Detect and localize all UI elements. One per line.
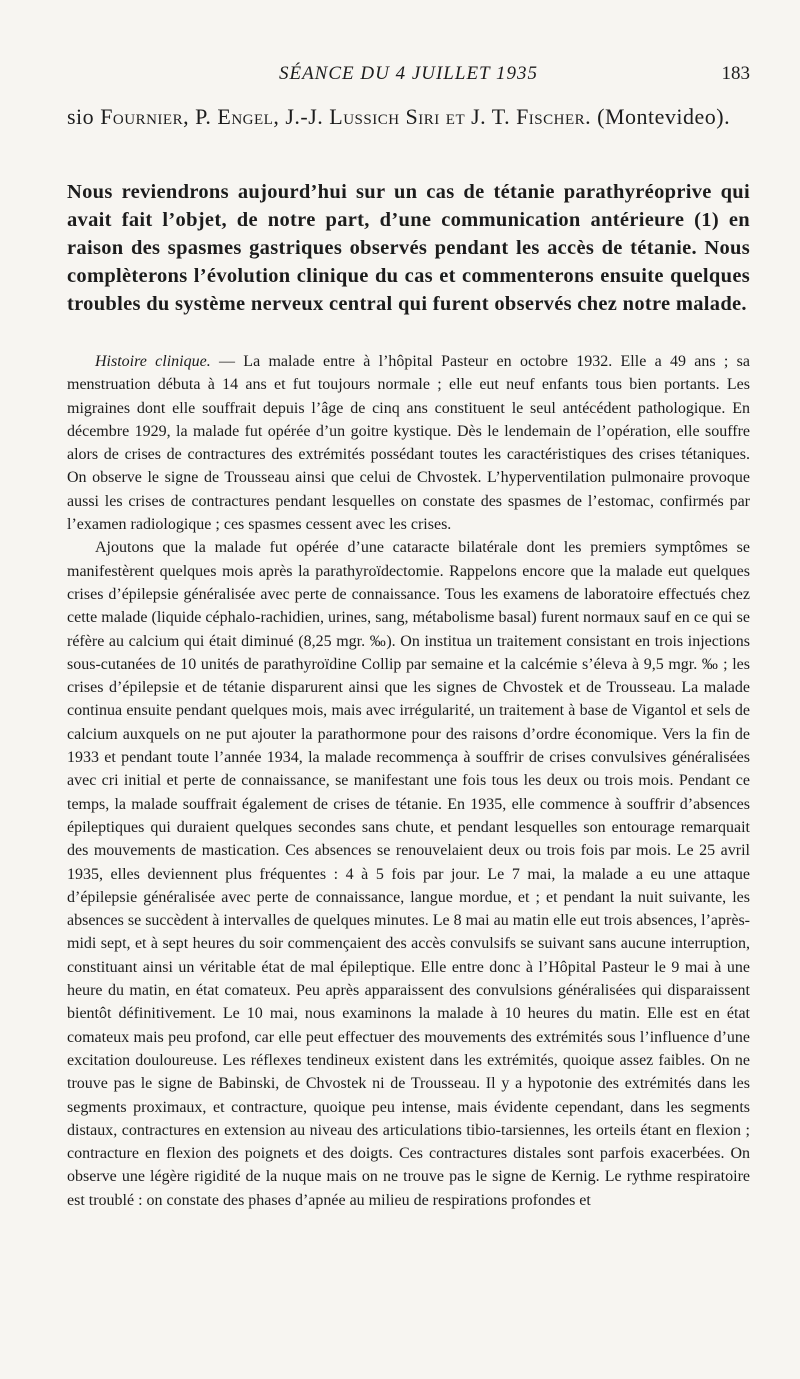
paragraph-text: — La malade entre à l’hôpital Pasteur en octobre 1932. Elle a 49 ans ; sa menstruation débuta à 14 ans et fut toujours normale ; elle eut neuf enfants tous bien portants. Les migraines dont elle souffrait depuis l’âge de cinq ans constituent le seul antécédent pathologique. En décembre 1929, la malade fut opérée d’un goitre kystique. Dès le lendemain de l’opération, elle souffre alors de crises de contractures des extrémités possédant toutes les caractéristiques des crises tétaniques. On observe le signe de Trousseau ainsi que celui de Chvostek. L’hyperventilation pulmonaire provoque aussi les crises de contractures pendant lesquelles on constate des spasmes de l’estomac, confirmés par l’examen radiologique ; ces spasmes cessent avec les crises. (67, 353, 751, 534)
intro-paragraph: Nous reviendrons aujourd’hui sur un cas de tétanie parathyréoprive qui avait fait l’objet, de notre part, d’une communication antérieure (1) en raison des spasmes gastriques observés pendant les accès de tétanie. Nous complèterons l’évolution clinique du cas et commenterons ensuite quelques troubles du système nerveux central qui furent observés chez notre malade. (67, 181, 750, 315)
paragraph-evolution: Ajoutons que la malade fut opérée d’une cataracte bilatérale dont les premiers symptômes se manifestèrent quelques mois après la parathyroïdectomie. Rappelons encore que la malade eut quelques crises d’épilepsie généralisée avec perte de connaissance. Tous les examens de laboratoire effectués chez cette malade (liquide céphalo-rachidien, urines, sang, métabolisme basal) furent normaux sauf en ce qui se réfère au calcium qui était diminué (8,25 mgr. ‰). On institua un traitement consistant en trois injections sous-cutanées de 10 unités de parathyroïdine Collip par semaine et la calcémie s’éleva à 9,5 mgr. ‰ ; les crises d’épilepsie et de tétanie disparurent ainsi que les signes de Chvostek et de Trousseau. La malade continua ensuite pendant quelques mois, mais avec irrégularité, un traitement à base de Vigantol et sels de calcium auxquels on ne put ajouter la parathormone pour des raisons d’ordre économique. Vers la fin de 1933 et pendant toute l’année 1934, la malade recommença à souffrir de crises convulsives généralisées avec cri initial et perte de connaissance, se manifestant une fois tous les deux ou trois mois. Pendant ce temps, la malade souffrait également de crises de tétanie. En 1935, elle commence à souffrir d’absences épileptiques qui duraient quelques secondes sans chute, et pendant lesquelles son entourage remarquait des mouvements de mastication. Ces absences se renouvelaient deux ou trois fois par mois. Le 25 avril 1935, elles deviennent plus fréquentes : 4 à 5 fois par jour. Le 7 mai, la malade a eu une attaque d’épilepsie généralisée avec perte de connaissance, langue mordue, et ; et pendant la nuit suivante, les absences se succèdent à intervalles de quelques minutes. Le 8 mai au matin elle eut trois absences, l’après-midi sept, et à sept heures du soir commençaient des accès convulsifs se suivant sans aucune interruption, constituant ainsi un véritable état de mal épileptique. Elle entre donc à l’Hôpital Pasteur le 9 mai à une heure du matin, en état comateux. Peu après apparaissent des convulsions généralisées qui disparaissent bientôt définitivement. Le 10 mai, nous examinons la malade à 10 heures du matin. Elle est en état comateux mais peu profond, car elle peut effectuer des mouvements des extrémités sous l’influence d’une excitation douloureuse. Les réflexes tendineux existent dans les extrémités, quoique assez faibles. On ne trouve pas le signe de Babinski, de Chvostek ni de Trousseau. Il y a hypotonie des extrémités dans les segments proximaux, et contracture, quoique peu intense, mais évidente cependant, dans les segments distaux, contractures en extension au niveau des articulations tibio-tarsiennes, les orteils étant en flexion ; contracture en flexion des poignets et des doigts. Ces contractures distales sont parfois exacerbées. On observe une légère rigidité de la nuque mais on ne trouve pas le signe de Kernig. Le rythme respiratoire est troublé : on constate des phases d’apnée au milieu de respirations profondes et (67, 539, 750, 1209)
body-text (67, 350, 750, 1212)
author-prefix: sio (67, 104, 95, 129)
page-number: 183 (721, 63, 750, 84)
page-header (67, 63, 750, 85)
running-title: SÉANCE DU 4 JUILLET 1935 (278, 63, 539, 84)
author-names: Fournier, P. Engel, J.-J. Lussich Siri et J. T. Fischer. (100, 104, 592, 129)
paragraph-clinical-history (67, 350, 750, 536)
section-label: Histoire clinique. (95, 353, 211, 370)
author-line (67, 103, 750, 131)
affiliation: (Montevideo). (597, 104, 731, 129)
